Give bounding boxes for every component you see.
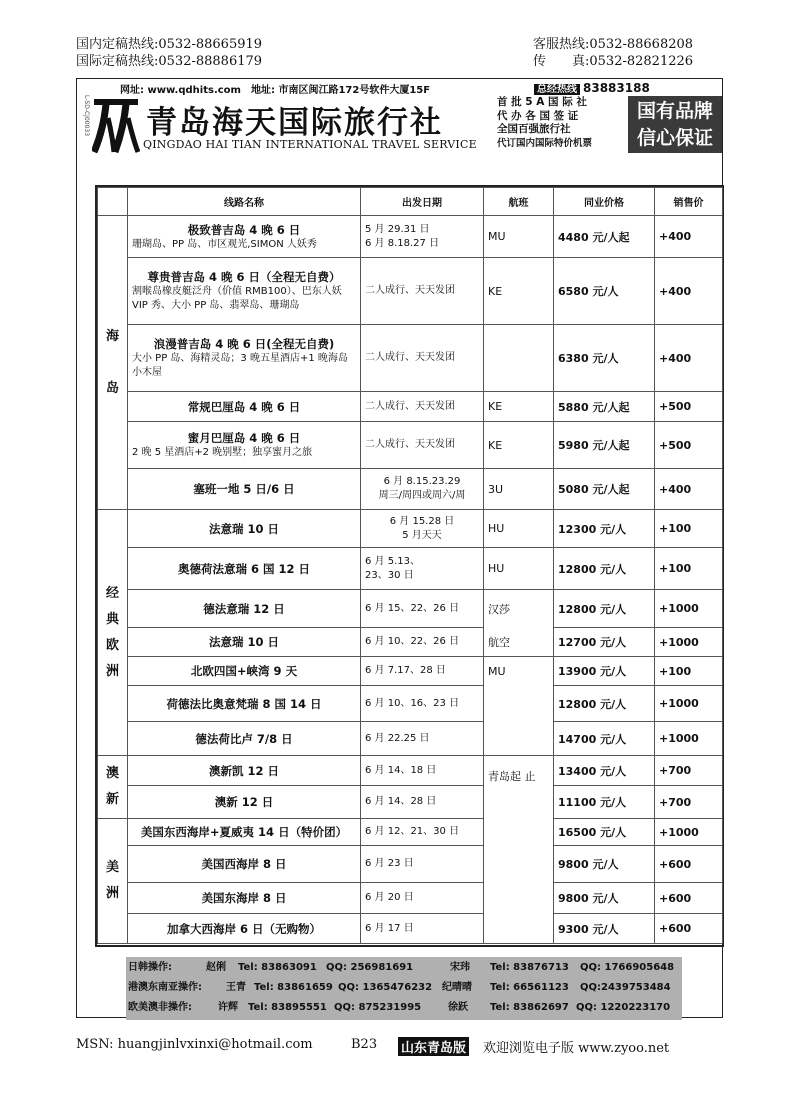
table-row — [98, 786, 723, 819]
sale-cell: +500 — [655, 422, 723, 469]
table-row — [98, 258, 723, 325]
table-row — [98, 216, 723, 258]
dates-cell: 6 月 12、21、30 日 — [361, 819, 484, 846]
sale-cell: +100 — [655, 548, 723, 590]
flight-cell-qingdao: 青岛起 止 — [484, 756, 554, 944]
price-cell: 9300 元/人 — [554, 914, 655, 944]
table-row — [98, 590, 723, 628]
sale-cell: +600 — [655, 914, 723, 944]
sale-cell: +400 — [655, 258, 723, 325]
contact-qq: QQ: 256981691 — [326, 962, 414, 973]
sale-cell: +1000 — [655, 686, 723, 722]
hotline-number: 83883188 — [583, 81, 650, 95]
price-cell: 11100 元/人 — [554, 786, 655, 819]
agency-website: 网址: www.qdhits.com — [120, 85, 241, 96]
sale-cell: +400 — [655, 469, 723, 510]
flight-cell: 航空 — [484, 628, 554, 657]
contact-name: 许辉 — [218, 1002, 238, 1013]
table-row — [98, 722, 723, 756]
contact-qq: QQ: 875231995 — [334, 1002, 422, 1013]
sale-cell: +400 — [655, 325, 723, 392]
qualification-line: 全国百强旅行社 — [497, 123, 571, 135]
sale-cell: +1000 — [655, 628, 723, 657]
agency-logo-icon — [92, 98, 140, 156]
contact-name: 王青 — [226, 982, 246, 993]
contact-name: 徐跃 — [448, 1002, 468, 1013]
category-america: 美 洲 — [98, 819, 128, 944]
company-name-cn: 青岛海天国际旅行社 — [146, 105, 443, 141]
dates-cell: 6 月 14、18 日 — [361, 756, 484, 786]
sale-cell: +600 — [655, 883, 723, 914]
license-number: L-SD-CJ00033 — [83, 95, 90, 137]
route-title: 荷德法比奥意梵瑞 8 国 14 日 — [166, 696, 322, 711]
tour-price-table — [97, 187, 723, 944]
flight-cell: 3U — [484, 469, 554, 510]
domestic-hotlines — [76, 36, 262, 70]
price-cell: 9800 元/人 — [554, 883, 655, 914]
route-title: 尊贵普吉岛 4 晚 6 日（全程无自费） — [147, 270, 341, 284]
price-cell: 13400 元/人 — [554, 756, 655, 786]
table-row — [98, 422, 723, 469]
contact-tel: Tel: 66561123 — [490, 982, 569, 993]
route-title: 北欧四国+峡湾 9 天 — [190, 664, 298, 678]
price-cell: 12700 元/人 — [554, 628, 655, 657]
dates-cell: 6 月 23 日 — [361, 846, 484, 883]
route-cell — [128, 258, 361, 325]
table-row — [98, 392, 723, 422]
table-row — [98, 657, 723, 686]
route-title: 美国西海岸 8 日 — [201, 857, 287, 871]
flight-cell: 汉莎 — [484, 590, 554, 628]
route-cell — [128, 422, 361, 469]
route-cell — [128, 325, 361, 392]
dates-cell: 6 月 22.25 日 — [361, 722, 484, 756]
route-cell — [128, 819, 361, 846]
route-cell — [128, 469, 361, 510]
contact-dept: 日韩操作: — [128, 962, 172, 973]
route-title: 常规巴厘岛 4 晚 6 日 — [187, 399, 301, 414]
dates-cell: 6 月 15.28 日 5 月天天 — [361, 510, 484, 548]
route-title: 澳新 12 日 — [214, 795, 274, 809]
dates-cell: 二人成行、天天发团 — [361, 258, 484, 325]
table-row — [98, 548, 723, 590]
contact-qq: QQ: 1220223170 — [576, 1002, 671, 1013]
route-subtitle: 珊瑚岛、PP 岛、市区观光,SIMON 人妖秀 — [132, 238, 317, 250]
flight-cell: KE — [484, 422, 554, 469]
price-cell: 12800 元/人 — [554, 590, 655, 628]
header-route: 线路名称 — [128, 188, 361, 216]
dates-cell: 6 月 14、28 日 — [361, 786, 484, 819]
route-cell — [128, 548, 361, 590]
price-cell: 6380 元/人 — [554, 325, 655, 392]
page-number: B23 — [351, 1037, 378, 1052]
sale-cell: +500 — [655, 392, 723, 422]
table-row — [98, 686, 723, 722]
category-aunz: 澳 新 — [98, 756, 128, 819]
table-row — [98, 914, 723, 944]
route-subtitle: 大小 PP 岛、海精灵岛；3 晚五星酒店+1 晚海岛小木屋 — [132, 353, 348, 378]
table-row — [98, 819, 723, 846]
qualification-line: 首 批 5 A 国 际 社 — [497, 96, 587, 108]
sale-cell: +1000 — [655, 722, 723, 756]
route-subtitle: 2 晚 5 星酒店+2 晚别墅；独享蜜月之旅 — [132, 447, 313, 458]
dates-cell: 6 月 8.15.23.29 周三/周四或周六/周 — [361, 469, 484, 510]
dates-cell: 二人成行、天天发团 — [361, 422, 484, 469]
service-hotlines — [533, 36, 693, 70]
table-row — [98, 846, 723, 883]
price-cell: 5880 元/人起 — [554, 392, 655, 422]
route-title: 美国东海岸 8 日 — [201, 891, 287, 905]
brand-badge — [628, 96, 722, 153]
hotline-fax: 传 真:0532-82821226 — [533, 54, 694, 69]
company-name-en: QINGDAO HAI TIAN INTERNATIONAL TRAVEL SERVICE — [143, 138, 477, 151]
sale-cell: +1000 — [655, 590, 723, 628]
contact-qq: QQ: 1365476232 — [338, 982, 433, 993]
dates-cell: 5 月 29.31 日 6 月 8.18.27 日 — [361, 216, 484, 258]
agency-hotline — [534, 80, 650, 95]
price-cell: 9800 元/人 — [554, 846, 655, 883]
table-row — [98, 628, 723, 657]
dates-cell: 二人成行、天天发团 — [361, 392, 484, 422]
route-cell — [128, 657, 361, 686]
operator-contacts — [126, 957, 682, 1020]
contact-qq: QQ:2439753484 — [580, 982, 671, 993]
price-cell: 12800 元/人 — [554, 686, 655, 722]
route-title: 加拿大西海岸 6 日（无购物） — [166, 921, 321, 936]
badge-line: 国有品牌 — [636, 100, 713, 122]
contact-qq: QQ: 1766905648 — [580, 962, 675, 973]
price-cell: 5080 元/人起 — [554, 469, 655, 510]
route-cell — [128, 392, 361, 422]
route-cell — [128, 756, 361, 786]
flight-cell: HU — [484, 548, 554, 590]
route-cell — [128, 786, 361, 819]
contact-tel: Tel: 83862697 — [490, 1002, 569, 1013]
route-cell — [128, 628, 361, 657]
sale-cell: +1000 — [655, 819, 723, 846]
route-title: 蜜月巴厘岛 4 晚 6 日 — [187, 431, 301, 445]
route-title: 德法意瑞 12 日 — [203, 601, 285, 616]
header-sale: 销售价 — [655, 188, 723, 216]
dates-cell: 6 月 17 日 — [361, 914, 484, 944]
price-cell: 6580 元/人 — [554, 258, 655, 325]
route-title: 法意瑞 10 日 — [208, 521, 279, 536]
route-cell — [128, 590, 361, 628]
dates-cell: 二人成行、天天发团 — [361, 325, 484, 392]
header-dates: 出发日期 — [361, 188, 484, 216]
hotline-tag: 总经热线 — [534, 84, 580, 95]
contact-dept: 港澳东南亚操作: — [128, 982, 202, 993]
dates-cell: 6 月 5.13、 23、30 日 — [361, 548, 484, 590]
welcome-text: 欢迎浏览电子版 www.zyoo.net — [483, 1041, 670, 1056]
price-cell: 5980 元/人起 — [554, 422, 655, 469]
contact-dept: 欧美澳非操作: — [128, 1002, 192, 1013]
route-cell — [128, 686, 361, 722]
table-row — [98, 325, 723, 392]
route-cell — [128, 216, 361, 258]
route-cell — [128, 846, 361, 883]
paper-edition: 山东青岛版 — [398, 1037, 469, 1056]
dates-cell: 6 月 7.17、28 日 — [361, 657, 484, 686]
dates-cell: 6 月 10、16、23 日 — [361, 686, 484, 722]
qualification-line: 代 办 各 国 签 证 — [497, 109, 579, 122]
hotline-domestic: 国内定稿热线:0532-88665919 — [76, 37, 263, 52]
header-category — [98, 188, 128, 216]
agency-qualifications — [497, 96, 627, 150]
agency-address: 地址: 市南区闽江路172号软件大厦15F — [250, 85, 431, 96]
price-cell: 16500 元/人 — [554, 819, 655, 846]
price-cell: 14700 元/人 — [554, 722, 655, 756]
route-cell — [128, 883, 361, 914]
sale-cell: +700 — [655, 786, 723, 819]
flight-cell: HU — [484, 510, 554, 548]
agency-address-bar — [120, 81, 500, 96]
route-subtitle: 割喉岛橡皮艇泛舟（价值 RMB100）、巴东人妖 VIP 秀、大小 PP 岛、翡翠岛、珊瑚岛 — [132, 286, 342, 311]
contact-tel: Tel: 83876713 — [490, 962, 569, 973]
route-title: 奥德荷法意瑞 6 国 12 日 — [177, 561, 311, 576]
route-title: 德法荷比卢 7/8 日 — [195, 731, 293, 746]
sale-cell: +100 — [655, 657, 723, 686]
contact-name: 赵俐 — [206, 962, 226, 973]
price-cell: 13900 元/人 — [554, 657, 655, 686]
hotline-international: 国际定稿热线:0532-88886179 — [76, 54, 263, 69]
route-cell — [128, 914, 361, 944]
flight-cell — [484, 722, 554, 756]
header-flight: 航班 — [484, 188, 554, 216]
route-title: 塞班一地 5 日/6 日 — [193, 482, 295, 496]
price-cell: 12300 元/人 — [554, 510, 655, 548]
flight-cell: KE — [484, 258, 554, 325]
route-title: 极致普吉岛 4 晚 6 日 — [187, 222, 301, 237]
contact-tel: Tel: 83895551 — [248, 1002, 327, 1013]
page-footer — [76, 1037, 726, 1057]
sale-cell: +600 — [655, 846, 723, 883]
sale-cell: +100 — [655, 510, 723, 548]
flight-cell: MU — [484, 657, 554, 686]
route-cell — [128, 510, 361, 548]
msn-contact: MSN: huangjinlvxinxi@hotmail.com — [76, 1037, 313, 1052]
route-title: 法意瑞 10 日 — [208, 635, 279, 649]
route-title: 浪漫普吉岛 4 晚 6 日(全程无自费) — [153, 337, 335, 351]
sale-cell: +400 — [655, 216, 723, 258]
flight-cell: MU — [484, 216, 554, 258]
table-header-row — [98, 188, 723, 216]
table-row — [98, 883, 723, 914]
route-cell — [128, 722, 361, 756]
table-row — [98, 510, 723, 548]
qualification-line: 代订国内国际特价机票 — [497, 137, 593, 149]
sale-cell: +700 — [655, 756, 723, 786]
flight-cell — [484, 325, 554, 392]
header-price: 同业价格 — [554, 188, 655, 216]
price-cell: 12800 元/人 — [554, 548, 655, 590]
badge-line: 信心保证 — [636, 127, 713, 149]
table-row — [98, 756, 723, 786]
contact-tel: Tel: 83861659 — [254, 982, 333, 993]
price-cell: 4480 元/人起 — [554, 216, 655, 258]
contact-name: 纪晴晴 — [442, 982, 472, 993]
flight-cell — [484, 686, 554, 722]
contact-tel: Tel: 83863091 — [238, 962, 317, 973]
route-title: 美国东西海岸+夏威夷 14 日（特价团） — [140, 825, 348, 839]
contact-name: 宋玮 — [450, 962, 470, 973]
category-island: 海 岛 — [98, 216, 128, 510]
category-europe: 经 典 欧 洲 — [98, 510, 128, 756]
hotline-service: 客服热线:0532-88668208 — [533, 37, 694, 52]
dates-cell: 6 月 15、22、26 日 — [361, 590, 484, 628]
route-title: 澳新凯 12 日 — [208, 763, 279, 778]
table-row — [98, 469, 723, 510]
dates-cell: 6 月 10、22、26 日 — [361, 628, 484, 657]
dates-cell: 6 月 20 日 — [361, 883, 484, 914]
flight-cell: KE — [484, 392, 554, 422]
